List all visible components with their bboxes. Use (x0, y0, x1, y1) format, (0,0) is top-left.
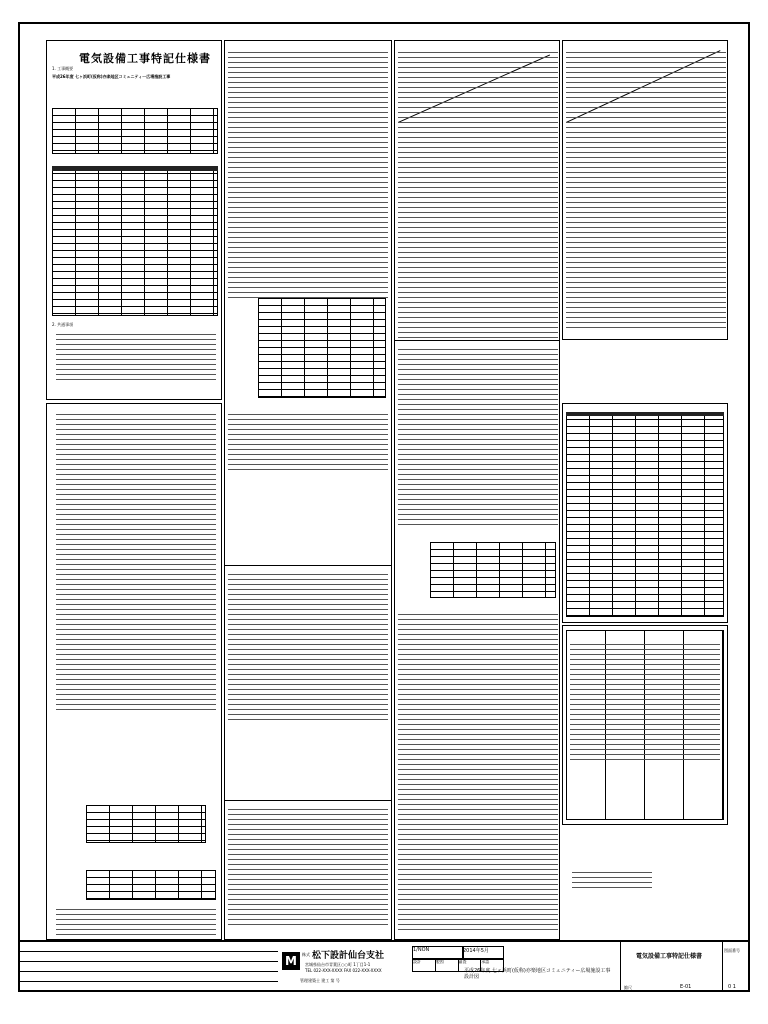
footer-notes-text (56, 905, 216, 935)
revision-table (18, 942, 278, 992)
divider (722, 942, 723, 992)
table-header-bar (52, 166, 218, 171)
scale-value: 1/NON (413, 947, 430, 953)
sheet-number: 0 1 (728, 984, 736, 990)
check-draft: 製図 (436, 959, 459, 971)
project-line: 平成26年度 七ヶ浜町(仮称)亦楽地区コミュニティー広場施設工事 (52, 74, 171, 79)
company-address: 宮城県仙台市青葉区○○町 1丁目1-1 (305, 962, 371, 967)
schedule-table (52, 108, 218, 154)
project-name: 平成26年度 七ヶ浜町(仮称)亦楽地区コミュニティー広場施設工事 設計図 (464, 968, 611, 980)
equipment-list-table (566, 412, 724, 617)
drawing-number: E-01 (680, 984, 692, 990)
table-header-bar (566, 412, 724, 416)
inspection-table-text (570, 640, 720, 760)
scale-label: 縮尺 (624, 985, 632, 990)
check-design: 設計 (413, 959, 436, 971)
divider (620, 942, 621, 992)
section-2-heading: 2. 共通事項 (52, 322, 74, 327)
column-2-text-mid (228, 410, 388, 470)
general-notes-text (56, 410, 216, 710)
column-2-text-bottom (228, 570, 388, 720)
notes-text (56, 330, 216, 380)
column-4-text-top (566, 48, 726, 328)
page-title: 電気設備工事特記仕様書 (79, 52, 211, 65)
section-1-heading: 1. 工事概要 (52, 66, 74, 71)
company-prefix: 株式 (302, 952, 310, 957)
panel-schedule-table (430, 542, 556, 598)
column-3-text-mid (398, 345, 558, 525)
column-2-text-end (228, 805, 388, 925)
divider (224, 800, 392, 801)
divider (224, 565, 392, 566)
column-3-text-bottom (398, 610, 558, 930)
equipment-table (52, 166, 218, 316)
check-approve: 承認 (481, 959, 490, 964)
divider (394, 340, 560, 341)
grounding-table (86, 870, 216, 900)
company-logo: M (282, 952, 300, 970)
column-3-text-top (398, 48, 558, 338)
drawing-title: 電気設備工事特記仕様書 (636, 953, 703, 960)
date-value: 2014年5月 (463, 948, 489, 954)
check-review: 審査 (459, 959, 482, 971)
sheet-label: 図面番号 (724, 948, 740, 953)
cable-table (86, 805, 206, 843)
architect-line: 管理建築士 建工 第 号 (300, 978, 340, 983)
company-name: 松下設計仙台支社 (312, 951, 385, 961)
company-tel: TEL 022-XXX-XXXX FAX 022-XXX-XXXX (305, 968, 382, 973)
column-2-text-top (228, 48, 388, 298)
remarks-text (572, 868, 652, 888)
lighting-fixture-table (258, 298, 386, 398)
